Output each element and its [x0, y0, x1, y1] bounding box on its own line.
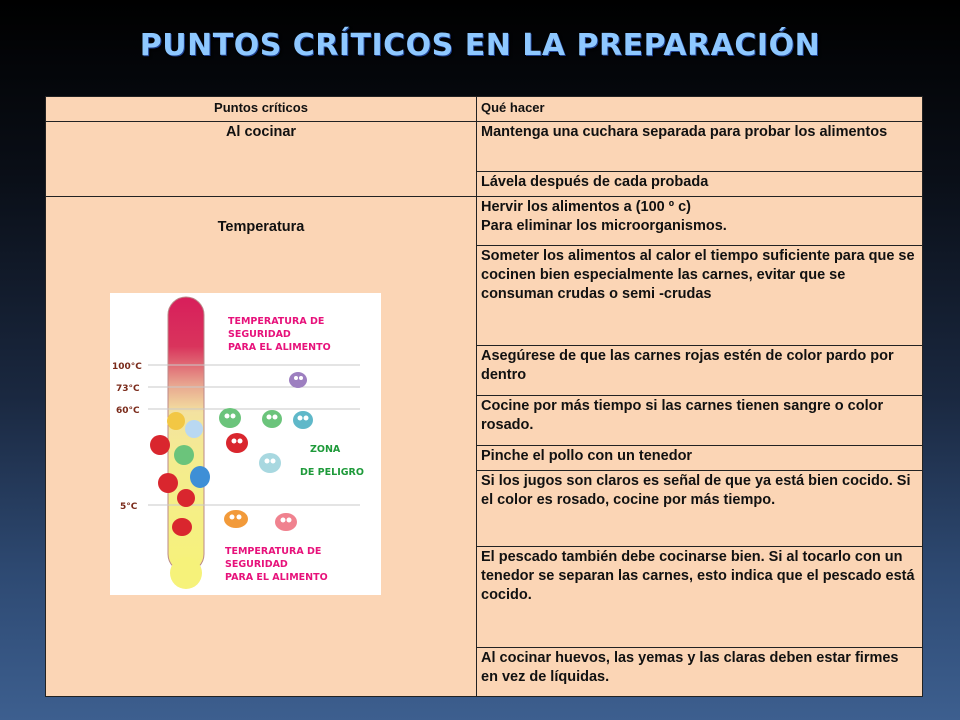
- table-row: [46, 197, 923, 246]
- bottom-safety-label-line: TEMPERATURA DE: [225, 546, 322, 557]
- danger-zone-label-line: ZONA: [310, 444, 341, 455]
- germ-blob: [172, 518, 192, 536]
- top-safety-label-line: SEGURIDAD: [228, 329, 291, 340]
- bottom-safety-label-line: PARA EL ALIMENTO: [225, 572, 328, 583]
- germ-blob: [177, 489, 195, 507]
- header-critical-points: Puntos críticos: [46, 97, 477, 122]
- tick-label: 5°C: [120, 502, 138, 512]
- germ-blob: [293, 411, 313, 429]
- germ-blob: [275, 513, 297, 531]
- tick-label: 73°C: [116, 384, 140, 394]
- top-safety-label-line: TEMPERATURA DE: [228, 316, 325, 327]
- table-row: [46, 122, 923, 172]
- germ-blob: [224, 510, 248, 528]
- critical-points-table: [45, 96, 923, 697]
- germ-blob: [259, 453, 281, 473]
- table-header-row: [46, 97, 923, 122]
- germ-blob: [167, 412, 185, 430]
- top-safety-label-line: PARA EL ALIMENTO: [228, 342, 331, 353]
- action-cell: Al cocinar huevos, las yemas y las claras deben estar firmes en vez de líquidas.: [477, 648, 923, 697]
- action-cell: Lávela después de cada probada: [477, 172, 923, 197]
- germ-blob: [158, 473, 178, 493]
- group-cell-temperatura: [46, 197, 477, 697]
- action-cell: Someter los alimentos al calor el tiempo suficiente para que se cocinen bien especialmente las carnes, evitar que se consuman crudas o semi -crudas: [477, 246, 923, 346]
- bottom-safety-label-line: SEGURIDAD: [225, 559, 288, 570]
- action-cell: Hervir los alimentos a (100 º c) Para eliminar los microorganismos.: [477, 197, 923, 246]
- thermometer-illustration: [110, 293, 381, 595]
- germ-blob: [150, 435, 170, 455]
- germ-blob: [262, 410, 282, 428]
- action-cell: Cocine por más tiempo si las carnes tienen sangre o color rosado.: [477, 396, 923, 446]
- germ-blob: [185, 420, 203, 438]
- group-label-cocinar: Al cocinar: [46, 122, 477, 197]
- tick-label: 60°C: [116, 406, 140, 416]
- group-label-temperatura: Temperatura: [217, 219, 305, 235]
- action-cell: Asegúrese de que las carnes rojas estén de color pardo por dentro: [477, 346, 923, 396]
- slide-title: PUNTOS CRÍTICOS EN LA PREPARACIÓN: [139, 28, 821, 63]
- header-what-to-do: Qué hacer: [477, 97, 923, 122]
- germ-blob: [219, 408, 241, 428]
- germ-blob: [289, 372, 307, 388]
- germ-blob: [174, 445, 194, 465]
- action-cell: Si los jugos son claros es señal de que ya está bien cocido. Si el color es rosado, cocine por más tiempo.: [477, 471, 923, 547]
- tick-label: 100°C: [112, 362, 142, 372]
- action-cell: Mantenga una cuchara separada para probar los alimentos: [477, 122, 923, 172]
- action-cell: El pescado también debe cocinarse bien. Si al tocarlo con un tenedor se separan las carnes, esto indica que el pescado está cocido.: [477, 547, 923, 648]
- germ-blob: [190, 466, 210, 488]
- action-cell: Pinche el pollo con un tenedor: [477, 446, 923, 471]
- germ-blob: [226, 433, 248, 453]
- danger-zone-label-line: DE PELIGRO: [300, 467, 364, 478]
